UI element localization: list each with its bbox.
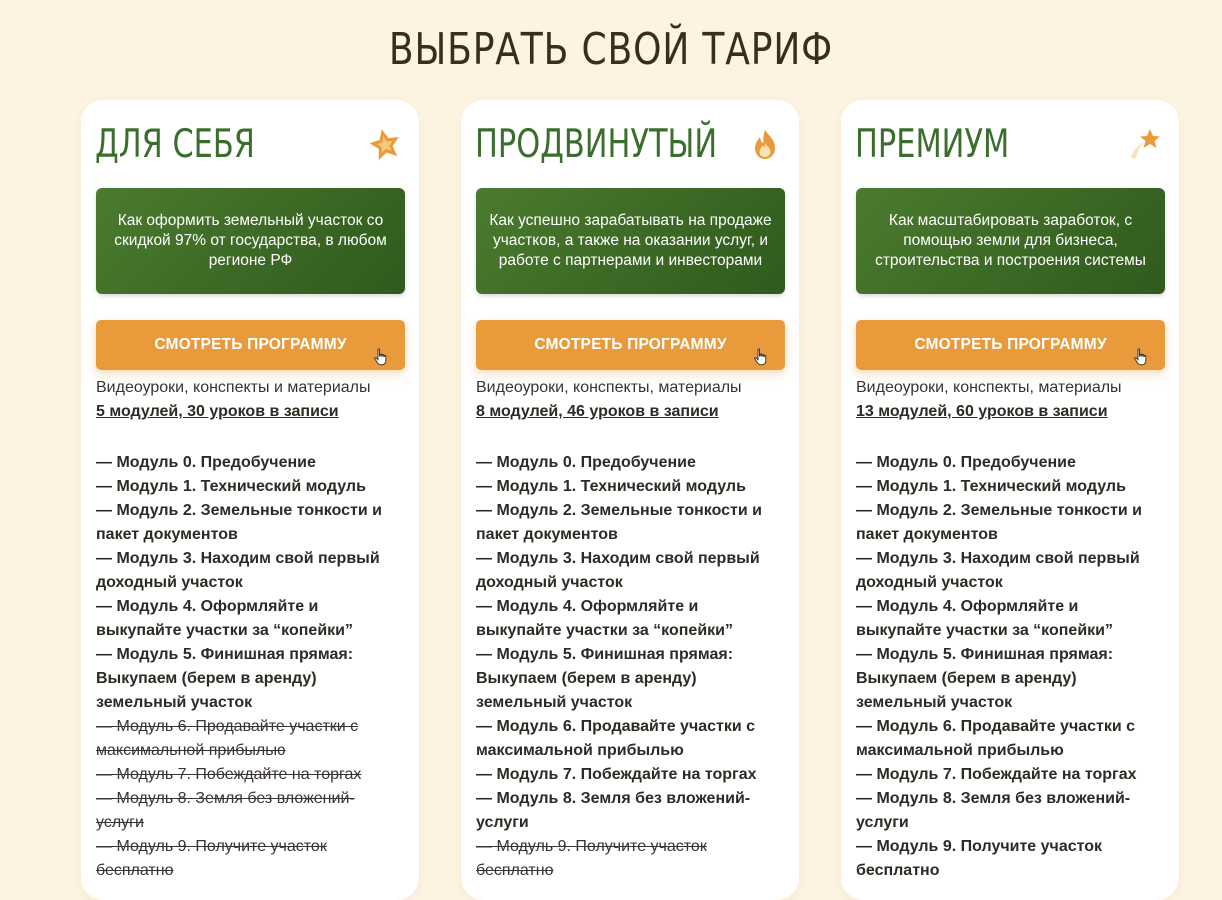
module-item: — Модуль 7. Побеждайте на торгах <box>856 766 1137 783</box>
page-title: ВЫБРАТЬ СВОЙ ТАРИФ <box>388 24 834 75</box>
module-item-excluded: — Модуль 9. Получите участок бесплатно <box>96 838 327 879</box>
module-item: — Модуль 5. Финишная прямая: Выкупаем (берем в аренду) земельный участок <box>856 646 1114 711</box>
view-program-button[interactable] <box>856 320 1165 370</box>
view-program-button[interactable] <box>96 320 405 370</box>
module-list <box>856 451 1161 883</box>
module-item: — Модуль 9. Получите участок бесплатно <box>856 838 1103 879</box>
module-item: — Модуль 1. Технический модуль <box>856 478 1126 495</box>
module-item: — Модуль 7. Побеждайте на торгах <box>476 766 757 783</box>
hand-cursor-icon <box>1133 348 1149 366</box>
view-program-label: СМОТРЕТЬ ПРОГРАММУ <box>914 336 1107 353</box>
module-item-excluded: — Модуль 7. Побеждайте на торгах <box>96 766 362 783</box>
module-list <box>96 451 401 883</box>
module-item: — Модуль 0. Предобучение <box>96 454 316 471</box>
module-item: — Модуль 1. Технический модуль <box>476 478 746 495</box>
module-item: — Модуль 3. Находим свой первый доходный участок <box>476 550 760 591</box>
module-item: — Модуль 3. Находим свой первый доходный участок <box>96 550 380 591</box>
module-list <box>476 451 781 883</box>
plan-card-premium <box>841 100 1179 900</box>
plan-description-text: Как оформить земельный участок со скидкой 97% от государства, в любом регионе РФ <box>114 212 387 269</box>
materials-text: Видеоуроки, конспекты и материалы <box>96 379 371 396</box>
plan-description <box>856 188 1165 294</box>
module-item: — Модуль 6. Продавайте участки с максимальной прибылью <box>476 718 756 759</box>
view-program-button[interactable] <box>476 320 785 370</box>
module-item: — Модуль 6. Продавайте участки с максимальной прибылью <box>856 718 1136 759</box>
view-program-label: СМОТРЕТЬ ПРОГРАММУ <box>154 336 347 353</box>
plan-card-for-self <box>81 100 419 900</box>
module-item: — Модуль 4. Оформляйте и выкупайте участки за “копейки” <box>96 598 353 639</box>
plan-title: ПРОДВИНУТЫЙ <box>475 122 718 167</box>
module-item: — Модуль 2. Земельные тонкости и пакет документов <box>476 502 762 543</box>
modules-summary: 8 модулей, 46 уроков в записи <box>476 403 719 420</box>
module-item: — Модуль 2. Земельные тонкости и пакет документов <box>856 502 1142 543</box>
plan-title: ПРЕМИУМ <box>855 122 1010 167</box>
hand-cursor-icon <box>373 348 389 366</box>
module-item: — Модуль 2. Земельные тонкости и пакет документов <box>96 502 382 543</box>
module-item: — Модуль 4. Оформляйте и выкупайте участки за “копейки” <box>476 598 733 639</box>
module-item: — Модуль 1. Технический модуль <box>96 478 366 495</box>
module-item: — Модуль 0. Предобучение <box>856 454 1076 471</box>
module-item: — Модуль 3. Находим свой первый доходный участок <box>856 550 1140 591</box>
module-item: — Модуль 8. Земля без вложений-услуги <box>476 790 751 831</box>
module-item: — Модуль 5. Финишная прямая: Выкупаем (берем в аренду) земельный участок <box>96 646 354 711</box>
module-item-excluded: — Модуль 9. Получите участок бесплатно <box>476 838 707 879</box>
plan-description <box>476 188 785 294</box>
module-item: — Модуль 5. Финишная прямая: Выкупаем (берем в аренду) земельный участок <box>476 646 734 711</box>
materials-text: Видеоуроки, конспекты, материалы <box>476 379 742 396</box>
view-program-label: СМОТРЕТЬ ПРОГРАММУ <box>534 336 727 353</box>
shooting-star-icon <box>1127 126 1163 162</box>
flame-icon <box>747 126 783 162</box>
star-icon <box>367 126 403 162</box>
materials-text: Видеоуроки, конспекты, материалы <box>856 379 1122 396</box>
module-item: — Модуль 0. Предобучение <box>476 454 696 471</box>
hand-cursor-icon <box>753 348 769 366</box>
modules-summary: 13 модулей, 60 уроков в записи <box>856 403 1108 420</box>
module-item-excluded: — Модуль 8. Земля без вложений-услуги <box>96 790 355 831</box>
plan-title: ДЛЯ СЕБЯ <box>95 122 255 167</box>
module-item-excluded: — Модуль 6. Продавайте участки с максимальной прибылью <box>96 718 359 759</box>
modules-summary: 5 модулей, 30 уроков в записи <box>96 403 339 420</box>
plan-description-text: Как успешно зарабатывать на продаже участков, а также на оказании услуг, и работе с партнерами и инвесторами <box>489 212 772 269</box>
module-item: — Модуль 8. Земля без вложений-услуги <box>856 790 1131 831</box>
plan-card-advanced <box>461 100 799 900</box>
plan-description-text: Как масштабировать заработок, с помощью земли для бизнеса, строительства и построения системы <box>875 212 1146 269</box>
module-item: — Модуль 4. Оформляйте и выкупайте участки за “копейки” <box>856 598 1113 639</box>
plan-description <box>96 188 405 294</box>
